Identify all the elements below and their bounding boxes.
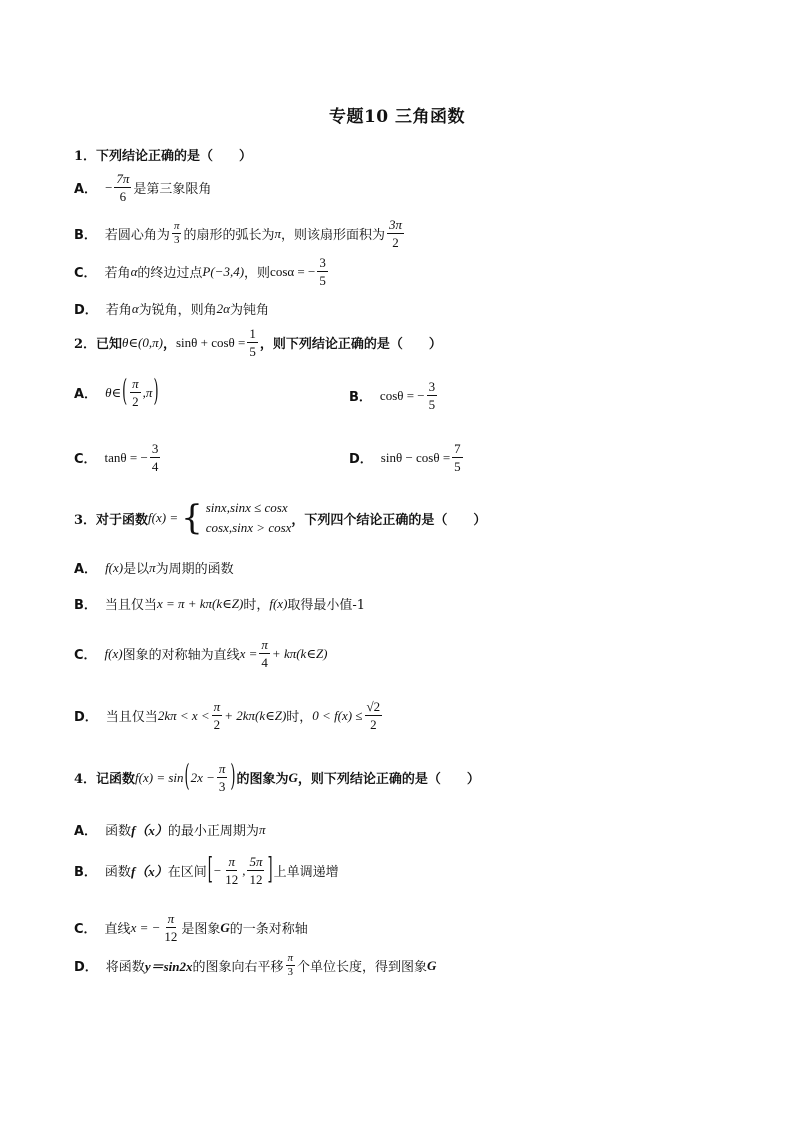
q3-option-d: D． 当且仅当 2kπ < x < $\frac{\pi}{2}$ + 2kπ(k∈Z) 时， 0 < f(x) ≤ $\frac{√2}{2}$	[74, 699, 381, 732]
q3-option-c: C． f(x) 图象的对称轴为直线 x = $\frac{\pi}{4}$ + kπ(k∈Z)	[74, 637, 328, 670]
fraction: $\frac{3}{4}$	[151, 441, 159, 474]
fraction: $\frac{7\pi}{6}$	[116, 171, 130, 204]
fraction: $\frac{\pi}{12}$	[225, 854, 239, 887]
q2-option-b: B． cosθ = − $\frac{3}{5}$	[349, 379, 436, 412]
fraction: $\frac{\pi}{4}$	[261, 637, 268, 670]
question-3-stem: 3．对于函数 f(x) = { sinx,sinx ≤ cosx cosx,sinx > cosx ，下列四个结论正确的是（ ）	[74, 498, 487, 538]
left-paren: (	[122, 375, 128, 410]
fraction: $\frac{\pi}{12}$	[164, 911, 178, 944]
q3-option-b: B． 当且仅当 x = π + kπ(k∈Z) 时， f(x) 取得最小值-1	[74, 595, 366, 613]
q4-option-c: C． 直线 x = − $\frac{\pi}{12}$ 是图象 G 的一条对称轴	[74, 911, 308, 944]
fraction: $\frac{√2}{2}$	[366, 699, 381, 732]
q1-option-b: B． 若圆心角为 $\frac{\pi}{3}$ 的扇形的弧长为 π ，则该扇形面积为 $\frac{3\pi}{2}$	[74, 217, 403, 250]
question-1-stem: 1．下列结论正确的是（ ）	[74, 149, 253, 164]
q4-option-d: D． 将函数 y＝sin2x 的图象向右平移 $\frac{\pi}{3}$ 个单位长度，得到图象 G	[74, 952, 437, 978]
fraction: $\frac{\pi}{3}$	[287, 952, 294, 978]
page-title: 专题10 三角函数	[328, 107, 466, 127]
fraction: $\frac{\pi}{2}$	[132, 376, 139, 409]
fraction: $\frac{\pi}{3}$	[218, 761, 226, 794]
fraction: $\frac{7}{5}$	[454, 441, 461, 474]
right-paren: )	[230, 760, 236, 795]
q2-option-d: D． sinθ − cosθ = $\frac{7}{5}$	[349, 441, 461, 474]
fraction: $\frac{\pi}{3}$	[173, 220, 180, 246]
fraction: $\frac{3}{5}$	[319, 255, 326, 288]
left-brace: {	[181, 498, 203, 538]
piecewise-cases: sinx,sinx ≤ cosx cosx,sinx > cosx	[205, 500, 292, 535]
left-paren: (	[184, 760, 190, 795]
question-4-stem: 4．记函数 f(x) = sin ( 2x − $\frac{\pi}{3}$ ) 的图象为 G ，则下列结论正确的是（ ）	[74, 760, 480, 795]
right-paren: )	[153, 375, 159, 410]
q2-option-c: C． tanθ = − $\frac{3}{4}$	[74, 441, 159, 474]
fraction: $\frac{\pi}{2}$	[213, 699, 221, 732]
q2-option-a: A． θ∈ ( $\frac{\pi}{2}$ ,π )	[74, 375, 159, 410]
fraction: $\frac{5\pi}{12}$	[249, 854, 263, 887]
q3-option-a: A． f(x) 是以 π 为周期的函数	[74, 559, 234, 577]
left-bracket: [	[207, 853, 213, 888]
q4-option-b: B． 函数 f（x） 在区间 [ − $\frac{\pi}{12}$ , $\frac{5\pi}{12}$ ] 上单调递增	[74, 853, 339, 888]
q1-option-c: C． 若角 α 的终边过点 P(−3,4) ，则 cosα = − $\frac{3}{5}$	[74, 255, 326, 288]
fraction: $\frac{3}{5}$	[428, 379, 436, 412]
q4-option-a: A． 函数 f（x） 的最小正周期为 π	[74, 821, 266, 839]
q1-option-d: D． 若角 α 为锐角，则角 2α 为钝角	[74, 300, 269, 318]
right-bracket: ]	[267, 853, 273, 888]
fraction: $\frac{3\pi}{2}$	[389, 217, 403, 250]
q1-option-a: A． − $\frac{7\pi}{6}$ 是第三象限角	[74, 171, 212, 204]
fraction: $\frac{1}{5}$	[249, 326, 256, 359]
question-2-stem: 2．已知 θ∈(0,π) ， sinθ + cosθ = $\frac{1}{5}$ ，则下列结论正确的是（ ）	[74, 326, 442, 359]
